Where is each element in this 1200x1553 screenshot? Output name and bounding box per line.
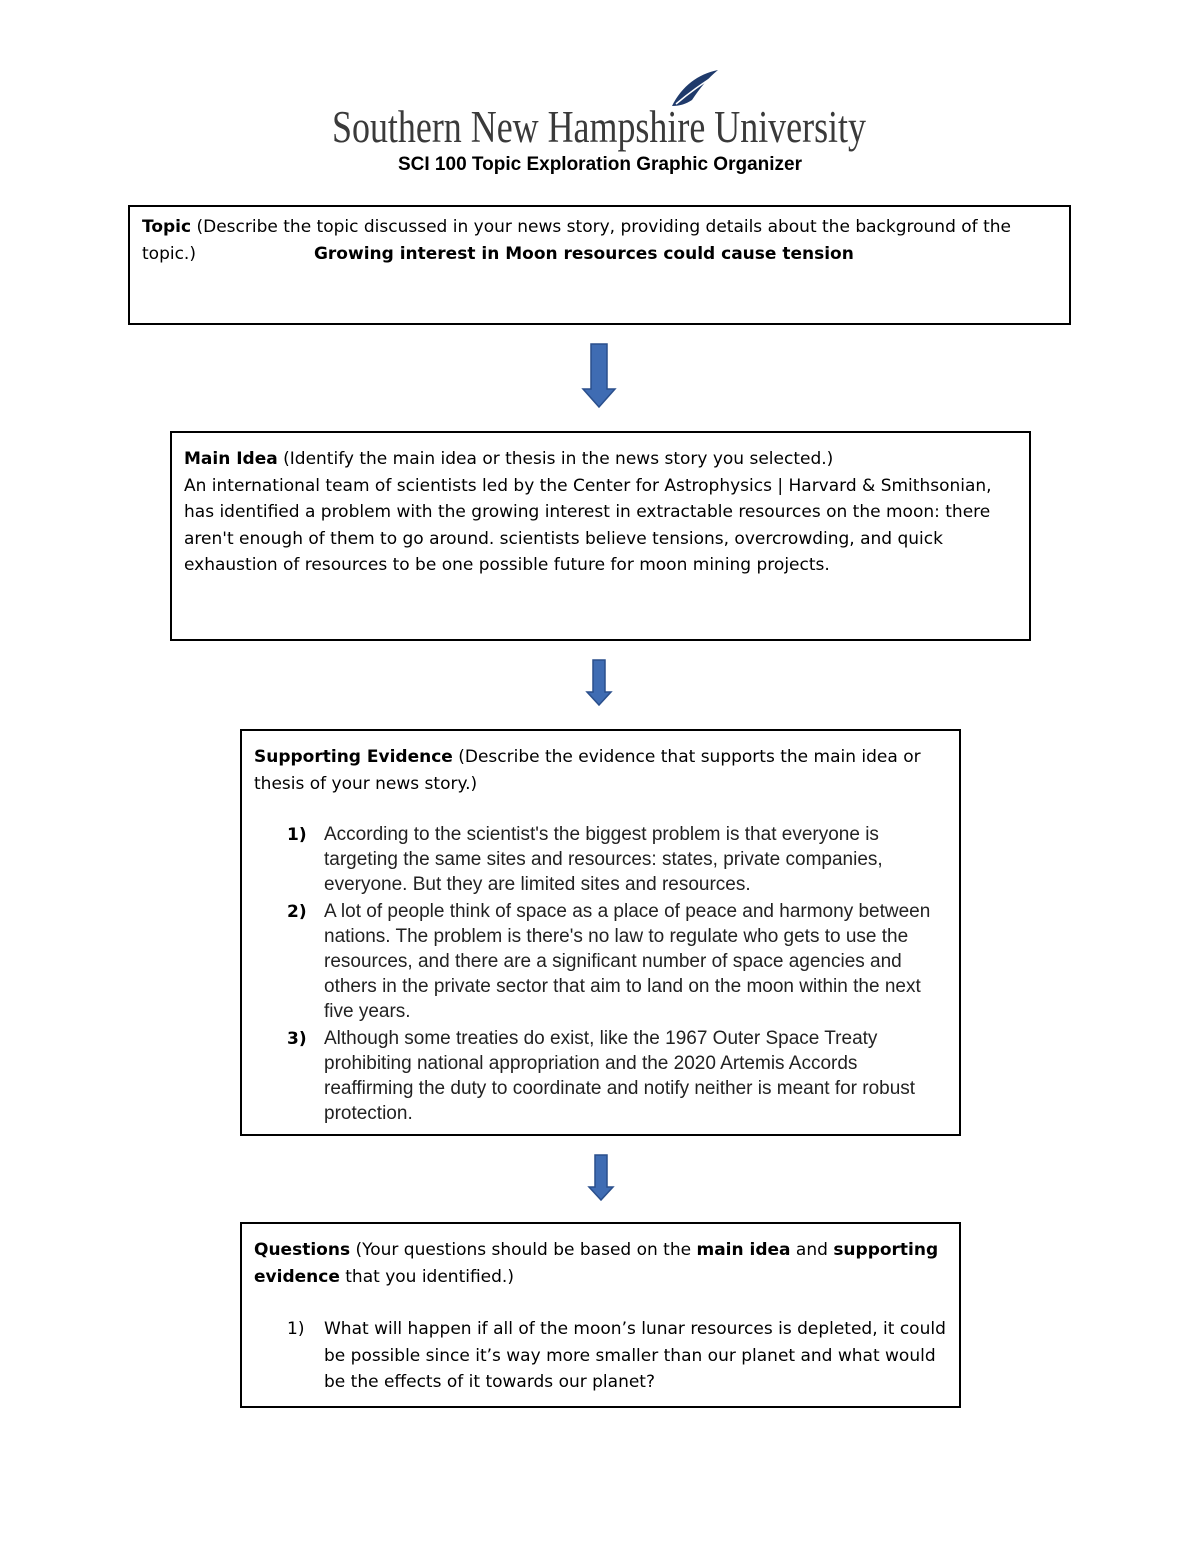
main-idea-instruction bbox=[184, 446, 1017, 473]
list-item bbox=[254, 1316, 947, 1396]
list-item bbox=[254, 1027, 947, 1126]
main-idea-label: Main Idea bbox=[184, 449, 278, 469]
list-item-text: What will happen if all of the moon’s lunar resources is depleted, it could be possible since it’s way more smaller than our planet and what would be the effects of it towards our planet? bbox=[324, 1319, 946, 1392]
supporting-evidence-box bbox=[240, 729, 961, 1136]
questions-instruction-emphasis: main idea bbox=[696, 1240, 791, 1260]
topic-box bbox=[128, 205, 1071, 325]
topic-instruction-text: (Describe the topic discussed in your news story, providing details about the background of the bbox=[191, 217, 1011, 237]
questions-instruction-text: that you identified.) bbox=[339, 1266, 514, 1287]
evidence-label: Supporting Evidence bbox=[254, 747, 453, 767]
list-number: 3) bbox=[287, 1029, 307, 1050]
list-number: 2) bbox=[287, 902, 307, 923]
questions-label: Questions bbox=[254, 1240, 351, 1260]
topic-label: Topic bbox=[142, 217, 192, 237]
evidence-instruction bbox=[254, 744, 947, 797]
questions-list bbox=[254, 1316, 947, 1396]
questions-instruction-emphasis: supporting evidence bbox=[254, 1240, 939, 1287]
main-idea-instruction-text: (Identify the main idea or thesis in the news story you selected.) bbox=[277, 449, 834, 469]
topic-answer: Growing interest in Moon resources could cause tension bbox=[313, 243, 854, 264]
questions-box bbox=[240, 1222, 961, 1408]
list-item bbox=[254, 900, 947, 1024]
topic-instruction-end: topic.) bbox=[142, 243, 196, 264]
list-item-text: A lot of people think of space as a place of peace and harmony between nations. The problem is there's no law to regulate who gets to use the resources, and there are a significant number of space agencies and others in the private sector that aim to land on the moon within the next five years. bbox=[324, 901, 931, 1022]
main-idea-box bbox=[170, 431, 1031, 641]
topic-instruction-line2 bbox=[142, 241, 1057, 268]
document-title: SCI 100 Topic Exploration Graphic Organizer bbox=[397, 154, 803, 175]
questions-instruction-text: and bbox=[790, 1240, 834, 1260]
list-item bbox=[254, 823, 947, 897]
logo-wordmark: Southern New Hampshire University bbox=[332, 102, 867, 152]
list-number: 1) bbox=[287, 825, 307, 845]
list-item-text: Although some treaties do exist, like the 1967 Outer Space Treaty prohibiting national appropriation and the 2020 Artemis Accords reaffirming the duty to coordinate and notify neither is meant for robust protection. bbox=[324, 1028, 916, 1124]
down-arrow-icon bbox=[585, 659, 613, 707]
questions-instruction-text: (Your questions should be based on the bbox=[350, 1240, 697, 1260]
university-logo bbox=[330, 66, 870, 156]
evidence-instruction-text: (Describe the evidence that supports the main idea or thesis of your news story.) bbox=[254, 747, 921, 794]
topic-instruction bbox=[142, 214, 1057, 241]
list-number: 1) bbox=[287, 1319, 305, 1339]
main-idea-body: An international team of scientists led by the Center for Astrophysics | Harvard & Smithsonian, has identified a problem with the growing interest in extractable resources on the moon: there aren't enough of them to go around. scientists believe tensions, overcrowding, and quick exhaustion of resources to be one possible future for moon mining projects. bbox=[184, 475, 992, 575]
questions-instruction bbox=[254, 1237, 947, 1290]
down-arrow-icon bbox=[581, 343, 617, 409]
list-item-text: According to the scientist's the biggest problem is that everyone is targeting the same sites and resources: states, private companies, everyone. But they are limited sites and resources. bbox=[324, 824, 883, 895]
down-arrow-icon bbox=[587, 1154, 615, 1202]
evidence-list bbox=[254, 823, 947, 1127]
